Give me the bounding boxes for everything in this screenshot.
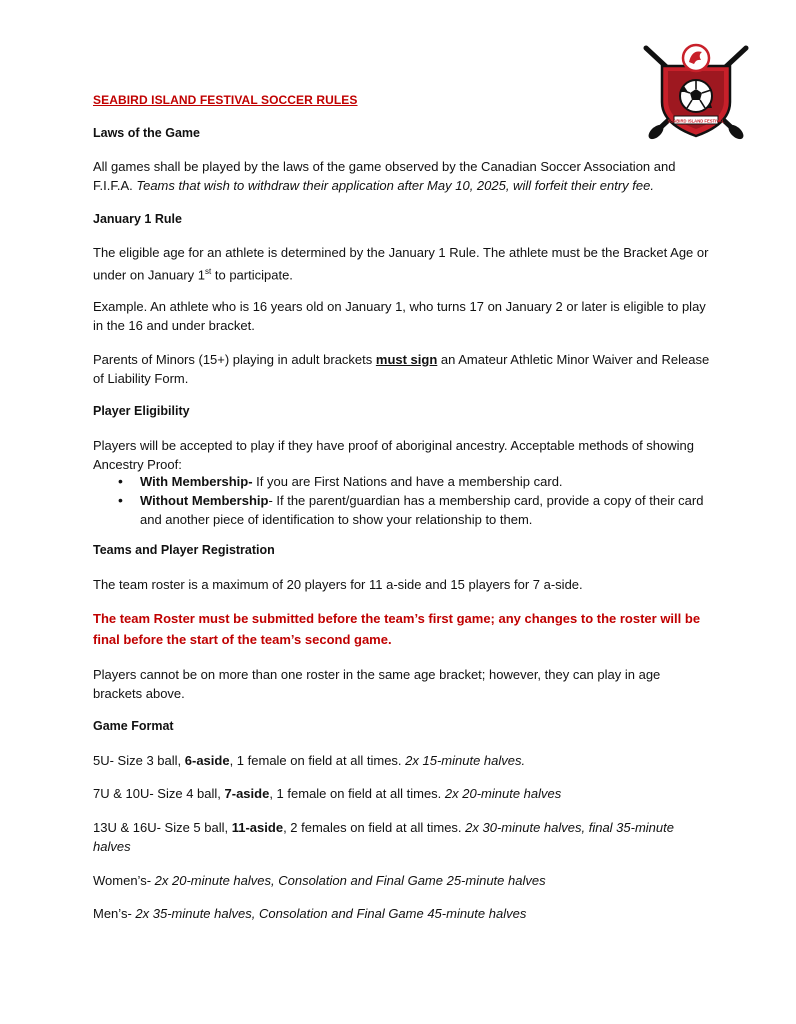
laws-text: All games shall be played by the laws of the game observed by the Canadian Soccer Association and F.I.F.A.	[93, 159, 676, 193]
heading-player-eligibility: Player Eligibility	[93, 404, 190, 418]
roster-deadline-notice: The team Roster must be submitted before the team’s first game; any changes to the roster will be final before the start of the team’s second game.	[93, 611, 701, 647]
format-aside: 11-aside	[231, 820, 284, 835]
waiver-text: Parents of Minors (15+) playing in adult brackets	[93, 352, 376, 367]
with-membership-label: With Membership-	[140, 474, 253, 489]
format-7u-10u	[93, 784, 713, 803]
format-halves: 2x 15-minute halves.	[405, 753, 526, 768]
without-membership-text: - If the parent/guardian has a membership card, provide a copy of their card and another piece of identification to show your relationship to them.	[140, 493, 704, 527]
soccer-ball-icon	[680, 80, 712, 112]
waiver-paragraph	[93, 350, 713, 388]
format-text: , 1 female on field at all times.	[229, 753, 406, 768]
waiver-text-end: an Amateur Athletic Minor Waiver and Release of Liability Form.	[93, 352, 710, 386]
january-rule-text-end: to participate.	[211, 267, 293, 283]
format-text: , 1 female on field at all times.	[269, 786, 445, 801]
format-halves: 2x 20-minute halves, Consolation and Final Game 25-minute halves	[154, 873, 546, 888]
format-text: Women’s-	[93, 873, 155, 888]
festival-logo	[640, 40, 752, 144]
format-text: , 2 females on field at all times.	[283, 820, 466, 835]
format-halves: 2x 20-minute halves	[444, 786, 562, 801]
eligibility-paragraph: Players will be accepted to play if they have proof of aboriginal ancestry. Acceptable methods of showing Ancestry Proof:	[93, 438, 694, 472]
format-5u	[93, 751, 713, 770]
laws-withdraw-note: Teams that wish to withdraw their application after May 10, 2025, will forfeit their entry fee.	[136, 178, 654, 193]
heading-game-format: Game Format	[93, 719, 174, 733]
format-mens	[93, 904, 713, 923]
format-halves: 2x 35-minute halves, Consolation and Final Game 45-minute halves	[135, 906, 527, 921]
format-text: 5U- Size 3 ball,	[93, 753, 185, 768]
heading-laws: Laws of the Game	[93, 126, 200, 140]
ancestry-proof-list	[93, 472, 713, 529]
document-title: SEABIRD ISLAND FESTIVAL SOCCER RULES	[93, 93, 358, 107]
roster-limit-paragraph: Players cannot be on more than one roster in the same age bracket; however, they can play in age brackets above.	[93, 667, 661, 701]
ordinal-suffix: st	[205, 267, 212, 276]
list-item	[93, 472, 713, 491]
format-womens	[93, 871, 713, 890]
format-text: 7U & 10U- Size 4 ball,	[93, 786, 225, 801]
format-halves: 2x 30-minute halves, final 35-minute halves	[93, 820, 674, 854]
heading-january-rule: January 1 Rule	[93, 212, 182, 226]
january-rule-paragraph	[93, 243, 713, 284]
with-membership-text: If you are First Nations and have a membership card.	[252, 474, 563, 489]
format-aside: 7-aside	[224, 786, 270, 801]
without-membership-label: Without Membership	[140, 493, 269, 508]
list-item	[93, 491, 713, 529]
january-rule-text: The eligible age for an athlete is determined by the January 1 Rule. The athlete must be the Bracket Age or under on January 1	[93, 245, 709, 283]
heading-teams-registration: Teams and Player Registration	[93, 543, 275, 557]
must-sign-emphasis: must sign	[375, 352, 438, 367]
format-text: 13U & 16U- Size 5 ball,	[93, 820, 232, 835]
roster-size-paragraph: The team roster is a maximum of 20 players for 11 a-side and 15 players for 7 a-side.	[93, 577, 583, 592]
laws-paragraph	[93, 157, 713, 195]
format-aside: 6-aside	[184, 753, 230, 768]
logo-banner-text: SEABIRD ISLAND FESTIVAL	[667, 118, 725, 124]
example-paragraph: Example. An athlete who is 16 years old on January 1, who turns 17 on January 2 or later is eligible to play in the 16 and under bracket.	[93, 299, 706, 333]
format-text: Men’s-	[93, 906, 136, 921]
format-13u-16u	[93, 818, 713, 856]
